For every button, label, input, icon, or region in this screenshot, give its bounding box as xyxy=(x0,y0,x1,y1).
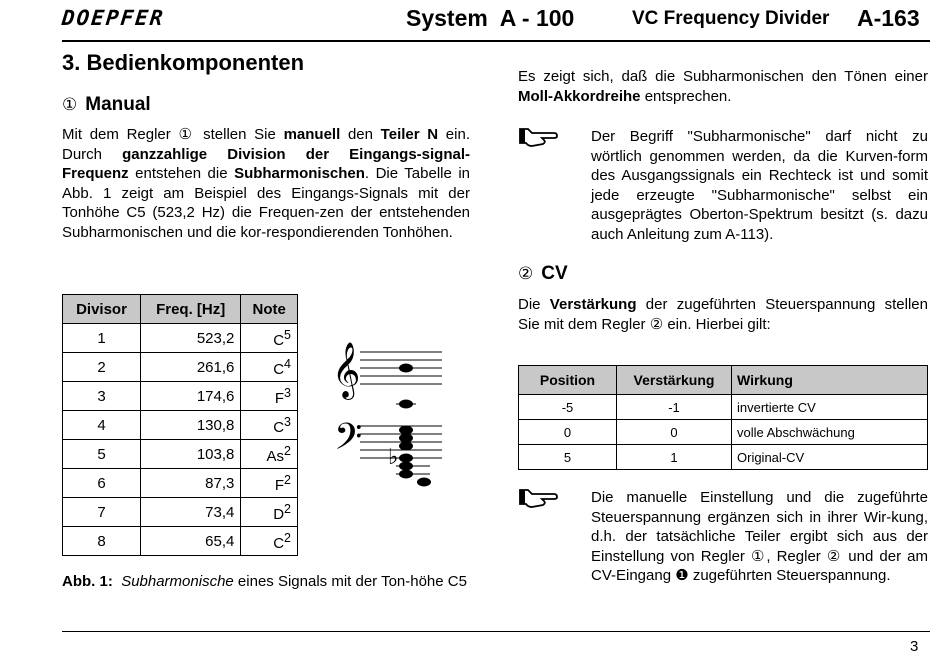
gain-cell: 1 xyxy=(617,445,732,470)
divisor-cell: 2 xyxy=(63,353,141,382)
note-octave: 3 xyxy=(284,414,291,429)
header-rule xyxy=(62,40,930,42)
cv-table-header xyxy=(519,366,928,395)
note-name: F xyxy=(274,476,285,494)
bold-text: Subharmonischen xyxy=(234,165,365,183)
col-divisor: Divisor xyxy=(63,295,141,324)
bold-text: manuell xyxy=(283,126,341,143)
doepfer-logo: DOEPFER xyxy=(60,6,166,30)
note-octave: 3 xyxy=(284,385,291,400)
note-head xyxy=(417,478,431,487)
note-name: D xyxy=(273,505,285,523)
cv-heading xyxy=(518,263,568,285)
effect-cell: Original-CV xyxy=(732,445,928,470)
divisor-cell: 6 xyxy=(63,469,141,498)
position-cell: 0 xyxy=(519,420,617,445)
section-title: 3. Bedienkomponenten xyxy=(62,50,305,75)
note-head xyxy=(399,400,413,409)
note-name: F xyxy=(274,389,285,407)
footer-rule xyxy=(62,631,930,632)
bass-clef-icon: 𝄢 xyxy=(334,416,363,467)
text-run: entsprechen. xyxy=(640,87,732,105)
note-octave: 2 xyxy=(284,443,291,458)
table-row xyxy=(519,420,928,445)
bold-text: Teiler N xyxy=(380,126,439,143)
manual-paragraph xyxy=(62,125,470,243)
note-name: C xyxy=(273,360,285,378)
position-cell: 5 xyxy=(519,445,617,470)
note-octave: 2 xyxy=(284,530,291,545)
note-cell xyxy=(241,324,298,353)
note-cell xyxy=(241,411,298,440)
note-cell xyxy=(241,382,298,411)
table-row xyxy=(63,440,298,469)
note-text-2: Die manuelle Einstellung und die zugeführte Steuerspannung ergänzen sich in ihrer Wir-kung, d.h. der tatsächliche Teiler ergibt sich aus der Einstellung von Regler ①, Regler ② und der am CV-Eingang ❶ zugeführten Steuerspannung. xyxy=(591,489,928,585)
gain-cell: -1 xyxy=(617,395,732,420)
divisor-cell: 5 xyxy=(63,440,141,469)
text-run: Es zeigt sich, daß die Subharmonischen den Tönen einer xyxy=(518,68,928,85)
bold-text: Moll-Akkordreihe xyxy=(518,87,641,105)
pointing-hand-icon xyxy=(518,486,558,510)
table-row xyxy=(63,527,298,556)
divisor-cell: 1 xyxy=(63,324,141,353)
divisor-cell: 8 xyxy=(63,527,141,556)
note-head xyxy=(399,426,413,435)
note-cell xyxy=(241,527,298,556)
caption-rest: eines Signals mit der Ton-höhe C5 xyxy=(233,573,467,590)
cv-table xyxy=(518,365,928,470)
flat-sign-icon: ♭ xyxy=(388,445,399,470)
position-cell: -5 xyxy=(519,395,617,420)
freq-cell: 523,2 xyxy=(141,324,241,353)
table-row xyxy=(63,498,298,527)
treble-clef-icon: 𝄞 xyxy=(332,342,361,398)
caption-label: Abb. 1 xyxy=(62,573,108,590)
pointing-hand-icon xyxy=(518,125,558,149)
note-cell xyxy=(241,469,298,498)
col-wirkung: Wirkung xyxy=(732,366,928,395)
note-octave: 5 xyxy=(284,327,291,342)
note-head xyxy=(399,470,413,479)
note-name: C xyxy=(273,534,285,552)
freq-cell: 103,8 xyxy=(141,440,241,469)
cv-heading-text: CV xyxy=(541,263,568,284)
note-cell xyxy=(241,353,298,382)
freq-cell: 87,3 xyxy=(141,469,241,498)
text-run: entstehen die xyxy=(128,165,235,183)
music-staff-illustration xyxy=(330,338,450,498)
divisor-table xyxy=(62,294,298,556)
module-code: A-163 xyxy=(857,5,920,31)
note-octave: 2 xyxy=(284,472,291,487)
note-name: As xyxy=(266,447,285,465)
divisor-cell: 7 xyxy=(63,498,141,527)
freq-cell: 261,6 xyxy=(141,353,241,382)
note-head xyxy=(399,434,413,443)
table-row xyxy=(63,382,298,411)
text-run: der zugeführten Steuerspannung stellen Sie mit dem Regler ② ein. Hierbei gilt: xyxy=(518,296,928,333)
divisor-cell: 4 xyxy=(63,411,141,440)
col-freq: Freq. [Hz] xyxy=(141,295,241,324)
figure-caption xyxy=(62,572,470,592)
note-text-1: Der Begriff "Subharmonische" darf nicht zu wörtlich genommen werden, da die Kurven-form des Ausgangssignals ein Rechteck ist und somit jede erzeugte "Subharmonische" selbst ein ausgeprägtes Oberton-Spektrum besitzt (s. dazu auch Anleitung zum A-113). xyxy=(591,128,928,243)
manual-heading xyxy=(62,94,151,116)
bold-text: ganzzahlige Division der Eingangs-signal-Frequenz xyxy=(62,145,470,183)
control-number-1: ① xyxy=(62,95,78,114)
freq-cell: 73,4 xyxy=(141,498,241,527)
col-verstaerkung: Verstärkung xyxy=(617,366,732,395)
table-row xyxy=(519,445,928,470)
effect-cell: invertierte CV xyxy=(732,395,928,420)
intro-paragraph xyxy=(518,67,928,106)
table-row xyxy=(63,469,298,498)
col-note: Note xyxy=(241,295,298,324)
module-title: VC Frequency Divider xyxy=(632,8,830,29)
table-row xyxy=(519,395,928,420)
note-name: C xyxy=(273,418,285,436)
divisor-table-header xyxy=(63,295,298,324)
table-row xyxy=(63,411,298,440)
divisor-cell: 3 xyxy=(63,382,141,411)
text-run: . Die Tabelle in Abb. 1 zeigt am Beispiel des Eingangs-Signals mit der Tonhöhe C5 (523,2 Hz) die Frequen-zen der entstehenden Subharmonischen und die kor-respondierenden Tonhöhen. xyxy=(62,165,470,241)
note-head xyxy=(399,442,413,451)
manual-heading-text: Manual xyxy=(85,94,151,115)
system-title: System A - 100 xyxy=(406,5,575,31)
text-run: Die xyxy=(518,296,550,313)
cv-paragraph xyxy=(518,295,928,334)
freq-cell: 65,4 xyxy=(141,527,241,556)
note-octave: 4 xyxy=(284,356,291,371)
treble-staff xyxy=(360,352,442,404)
effect-cell: volle Abschwächung xyxy=(732,420,928,445)
text-run: den xyxy=(340,126,381,143)
note-head xyxy=(399,364,413,373)
caption-italic: Subharmonische xyxy=(121,573,234,590)
bold-text: Verstärkung xyxy=(549,296,637,313)
note-name: C xyxy=(273,331,285,349)
page-number: 3 xyxy=(910,638,919,655)
caption-colon: : xyxy=(107,573,113,590)
note-cell xyxy=(241,498,298,527)
col-position: Position xyxy=(519,366,617,395)
note-cell xyxy=(241,440,298,469)
text-run: Mit dem Regler ① stellen Sie xyxy=(62,126,284,143)
note-head xyxy=(399,454,413,463)
text-run: ein. Durch xyxy=(62,126,470,163)
gain-cell: 0 xyxy=(617,420,732,445)
control-number-2: ② xyxy=(518,264,534,283)
note-octave: 2 xyxy=(284,501,291,516)
note-head xyxy=(399,462,413,471)
table-row xyxy=(63,324,298,353)
table-row xyxy=(63,353,298,382)
freq-cell: 130,8 xyxy=(141,411,241,440)
freq-cell: 174,6 xyxy=(141,382,241,411)
